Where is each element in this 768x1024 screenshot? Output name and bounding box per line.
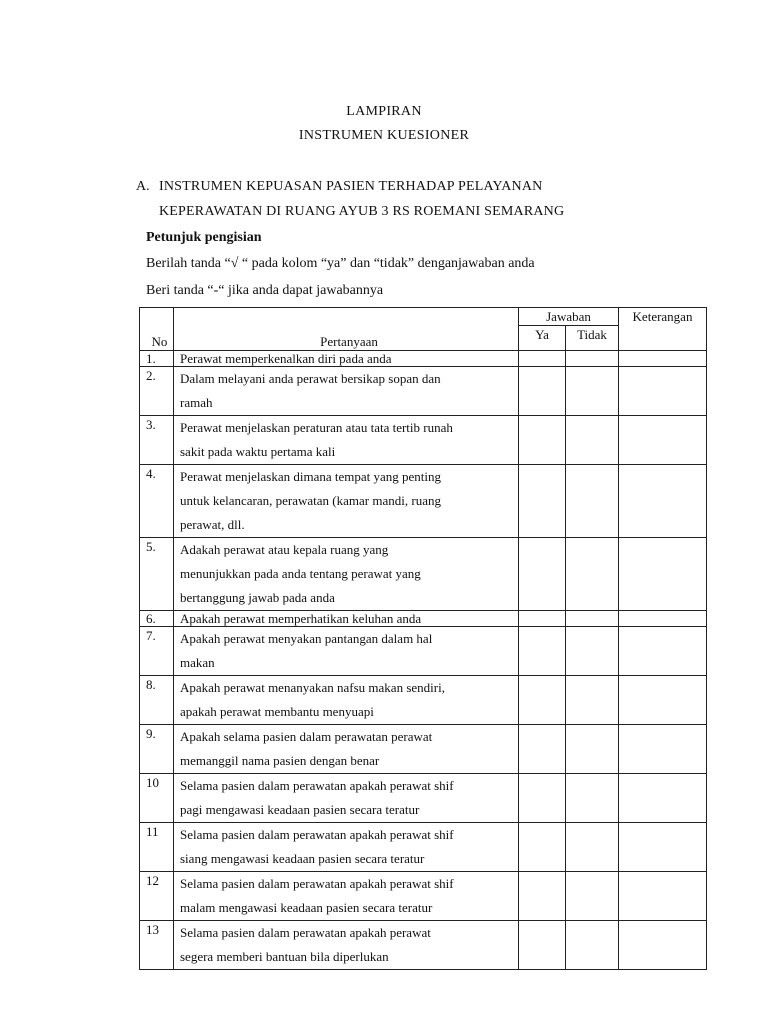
table-row — [140, 611, 707, 627]
question-line: malam mengawasi keadaan pasien secara teratur — [180, 900, 433, 915]
answer-yes-cell[interactable] — [519, 367, 566, 416]
answer-yes-cell[interactable] — [519, 823, 566, 872]
question-number: 2. — [140, 367, 174, 416]
section-title-line-1: INSTRUMEN KEPUASAN PASIEN TERHADAP PELAYANAN — [159, 179, 543, 194]
note-cell[interactable] — [619, 872, 707, 921]
question-number: 8. — [140, 676, 174, 725]
answer-no-cell[interactable] — [566, 823, 619, 872]
answer-no-cell[interactable] — [566, 725, 619, 774]
instructions-heading: Petunjuk pengisian — [146, 230, 262, 245]
question-line: menunjukkan pada anda tentang perawat yang — [180, 566, 421, 581]
table-row — [140, 465, 707, 538]
answer-no-cell[interactable] — [566, 367, 619, 416]
question-line: pagi mengawasi keadaan pasien secara teratur — [180, 802, 420, 817]
question-text — [174, 351, 519, 367]
question-line: Apakah perawat memperhatikan keluhan anda — [180, 611, 422, 626]
question-text — [174, 416, 519, 465]
question-line: Perawat menjelaskan peraturan atau tata tertib runah — [180, 420, 453, 435]
note-cell[interactable] — [619, 921, 707, 970]
question-line: perawat, dll. — [180, 517, 245, 532]
question-line: memanggil nama pasien dengan benar — [180, 753, 380, 768]
page-title: LAMPIRAN — [346, 104, 422, 119]
question-line: Apakah selama pasien dalam perawatan perawat — [180, 729, 433, 744]
question-number: 7. — [140, 627, 174, 676]
answer-yes-cell[interactable] — [519, 538, 566, 611]
answer-no-cell[interactable] — [566, 611, 619, 627]
page-subtitle: INSTRUMEN KUESIONER — [298, 128, 470, 143]
question-text — [174, 725, 519, 774]
question-line: ramah — [180, 395, 213, 410]
question-text — [174, 774, 519, 823]
question-number: 5. — [140, 538, 174, 611]
question-line: Perawat memperkenalkan diri pada anda — [180, 351, 392, 366]
note-cell[interactable] — [619, 676, 707, 725]
note-cell[interactable] — [619, 351, 707, 367]
question-line: sakit pada waktu pertama kali — [180, 444, 336, 459]
answer-no-cell[interactable] — [566, 676, 619, 725]
question-line: Adakah perawat atau kepala ruang yang — [180, 542, 389, 557]
header-answer: Jawaban — [519, 308, 619, 326]
question-number: 10 — [140, 774, 174, 823]
table-row — [140, 416, 707, 465]
note-cell[interactable] — [619, 725, 707, 774]
question-number: 13 — [140, 921, 174, 970]
table-row — [140, 725, 707, 774]
header-note: Keterangan — [619, 308, 707, 351]
question-line: Dalam melayani anda perawat bersikap sopan dan — [180, 371, 441, 386]
header-question: Pertanyaan — [174, 308, 519, 351]
question-text — [174, 367, 519, 416]
question-line: siang mengawasi keadaan pasien secara teratur — [180, 851, 425, 866]
answer-yes-cell[interactable] — [519, 611, 566, 627]
question-text — [174, 676, 519, 725]
answer-yes-cell[interactable] — [519, 872, 566, 921]
note-cell[interactable] — [619, 538, 707, 611]
note-cell[interactable] — [619, 774, 707, 823]
question-text — [174, 823, 519, 872]
note-cell[interactable] — [619, 367, 707, 416]
table-row — [140, 872, 707, 921]
question-number: 1. — [140, 351, 174, 367]
section-letter: A. — [136, 179, 150, 194]
answer-no-cell[interactable] — [566, 774, 619, 823]
answer-yes-cell[interactable] — [519, 774, 566, 823]
note-cell[interactable] — [619, 627, 707, 676]
question-line: Selama pasien dalam perawatan apakah perawat shif — [180, 876, 454, 891]
question-text — [174, 627, 519, 676]
answer-yes-cell[interactable] — [519, 676, 566, 725]
question-line: apakah perawat membantu menyuapi — [180, 704, 374, 719]
table-row — [140, 774, 707, 823]
question-line: Selama pasien dalam perawatan apakah perawat — [180, 925, 431, 940]
note-cell[interactable] — [619, 823, 707, 872]
question-line: Selama pasien dalam perawatan apakah perawat shif — [180, 827, 454, 842]
table-row — [140, 351, 707, 367]
question-line: bertanggung jawab pada anda — [180, 590, 335, 605]
question-line: Perawat menjelaskan dimana tempat yang penting — [180, 469, 441, 484]
note-cell[interactable] — [619, 465, 707, 538]
table-row — [140, 627, 707, 676]
question-line: Apakah perawat menyakan pantangan dalam hal — [180, 631, 433, 646]
answer-yes-cell[interactable] — [519, 416, 566, 465]
question-line: makan — [180, 655, 215, 670]
question-text — [174, 921, 519, 970]
question-line: Selama pasien dalam perawatan apakah perawat shif — [180, 778, 454, 793]
questionnaire-table — [139, 307, 707, 970]
question-number: 3. — [140, 416, 174, 465]
question-line: segera memberi bantuan bila diperlukan — [180, 949, 389, 964]
header-no: No — [140, 308, 174, 351]
question-number: 12 — [140, 872, 174, 921]
answer-yes-cell[interactable] — [519, 351, 566, 367]
question-number: 6. — [140, 611, 174, 627]
question-text — [174, 611, 519, 627]
answer-no-cell[interactable] — [566, 465, 619, 538]
instruction-line-1: Berilah tanda “√ “ pada kolom “ya” dan “tidak” denganjawaban anda — [146, 256, 535, 271]
answer-yes-cell[interactable] — [519, 465, 566, 538]
answer-yes-cell[interactable] — [519, 627, 566, 676]
question-number: 11 — [140, 823, 174, 872]
table-row — [140, 676, 707, 725]
answer-no-cell[interactable] — [566, 872, 619, 921]
answer-no-cell[interactable] — [566, 416, 619, 465]
table-row — [140, 538, 707, 611]
question-line: Apakah perawat menanyakan nafsu makan sendiri, — [180, 680, 445, 695]
note-cell[interactable] — [619, 611, 707, 627]
header-no-answer: Tidak — [566, 326, 619, 351]
answer-no-cell[interactable] — [566, 351, 619, 367]
answer-yes-cell[interactable] — [519, 725, 566, 774]
question-text — [174, 538, 519, 611]
table-row — [140, 823, 707, 872]
question-line: untuk kelancaran, perawatan (kamar mandi, ruang — [180, 493, 441, 508]
instruction-line-2: Beri tanda “-“ jika anda dapat jawabannya — [146, 283, 384, 298]
question-text — [174, 465, 519, 538]
answer-no-cell[interactable] — [566, 627, 619, 676]
table-row — [140, 367, 707, 416]
header-yes: Ya — [519, 326, 566, 351]
table-row — [140, 921, 707, 970]
question-number: 9. — [140, 725, 174, 774]
answer-yes-cell[interactable] — [519, 921, 566, 970]
question-number: 4. — [140, 465, 174, 538]
answer-no-cell[interactable] — [566, 921, 619, 970]
note-cell[interactable] — [619, 416, 707, 465]
answer-no-cell[interactable] — [566, 538, 619, 611]
section-title-line-2: KEPERAWATAN DI RUANG AYUB 3 RS ROEMANI SEMARANG — [159, 204, 565, 219]
question-text — [174, 872, 519, 921]
